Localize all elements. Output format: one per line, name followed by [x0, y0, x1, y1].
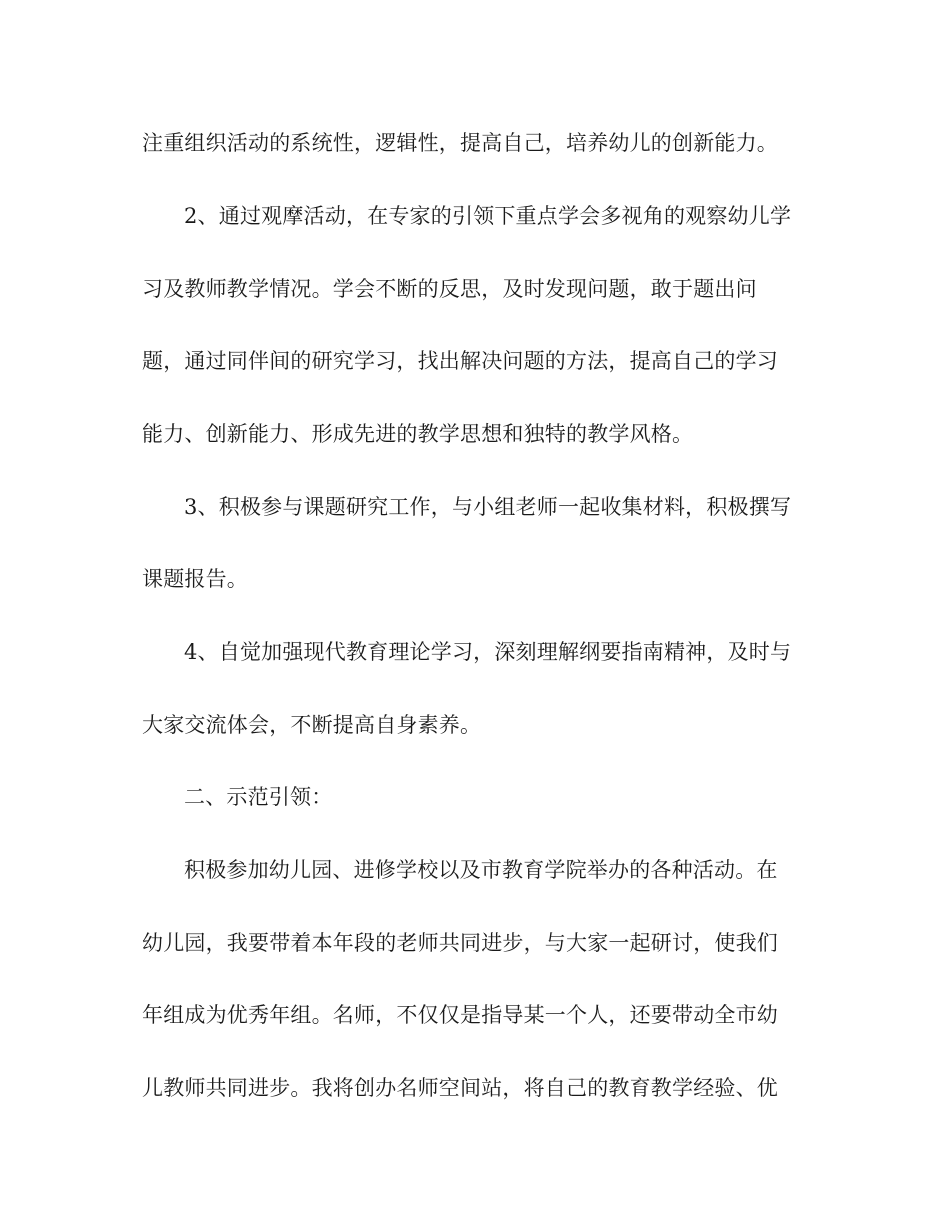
text-line: 年组成为优秀年组。名师，不仅仅是指导某一个人，还要带动全市幼 — [142, 1003, 778, 1027]
text-line: 幼儿园，我要带着本年段的老师共同进步，与大家一起研讨，使我们 — [142, 931, 778, 955]
section-heading: 二、示范引领： — [184, 785, 333, 809]
text-line: 题，通过同伴间的研究学习，找出解决问题的方法，提高自己的学习 — [142, 349, 778, 373]
text-line: 积极参加幼儿园、进修学校以及市教育学院举办的各种活动。在 — [184, 858, 778, 882]
text-line: 注重组织活动的系统性，逻辑性，提高自己，培养幼儿的创新能力。 — [142, 131, 778, 155]
text-line: 习及教师教学情况。学会不断的反思，及时发现问题，敢于题出问 — [142, 277, 757, 301]
text-line: 大家交流体会，不断提高自身素养。 — [142, 713, 482, 737]
text-line: 2、通过观摩活动，在专家的引领下重点学会多视角的观察幼儿学 — [184, 204, 792, 228]
text-line: 4、自觉加强现代教育理论学习，深刻理解纲要指南精神，及时与 — [184, 640, 792, 664]
text-line: 课题报告。 — [142, 567, 248, 591]
text-line: 能力、创新能力、形成先进的教学思想和独特的教学风格。 — [142, 422, 694, 446]
text-line: 儿教师共同进步。我将创办名师空间站，将自己的教育教学经验、优 — [142, 1076, 778, 1100]
text-line: 3、积极参与课题研究工作，与小组老师一起收集材料，积极撰写 — [184, 495, 792, 519]
